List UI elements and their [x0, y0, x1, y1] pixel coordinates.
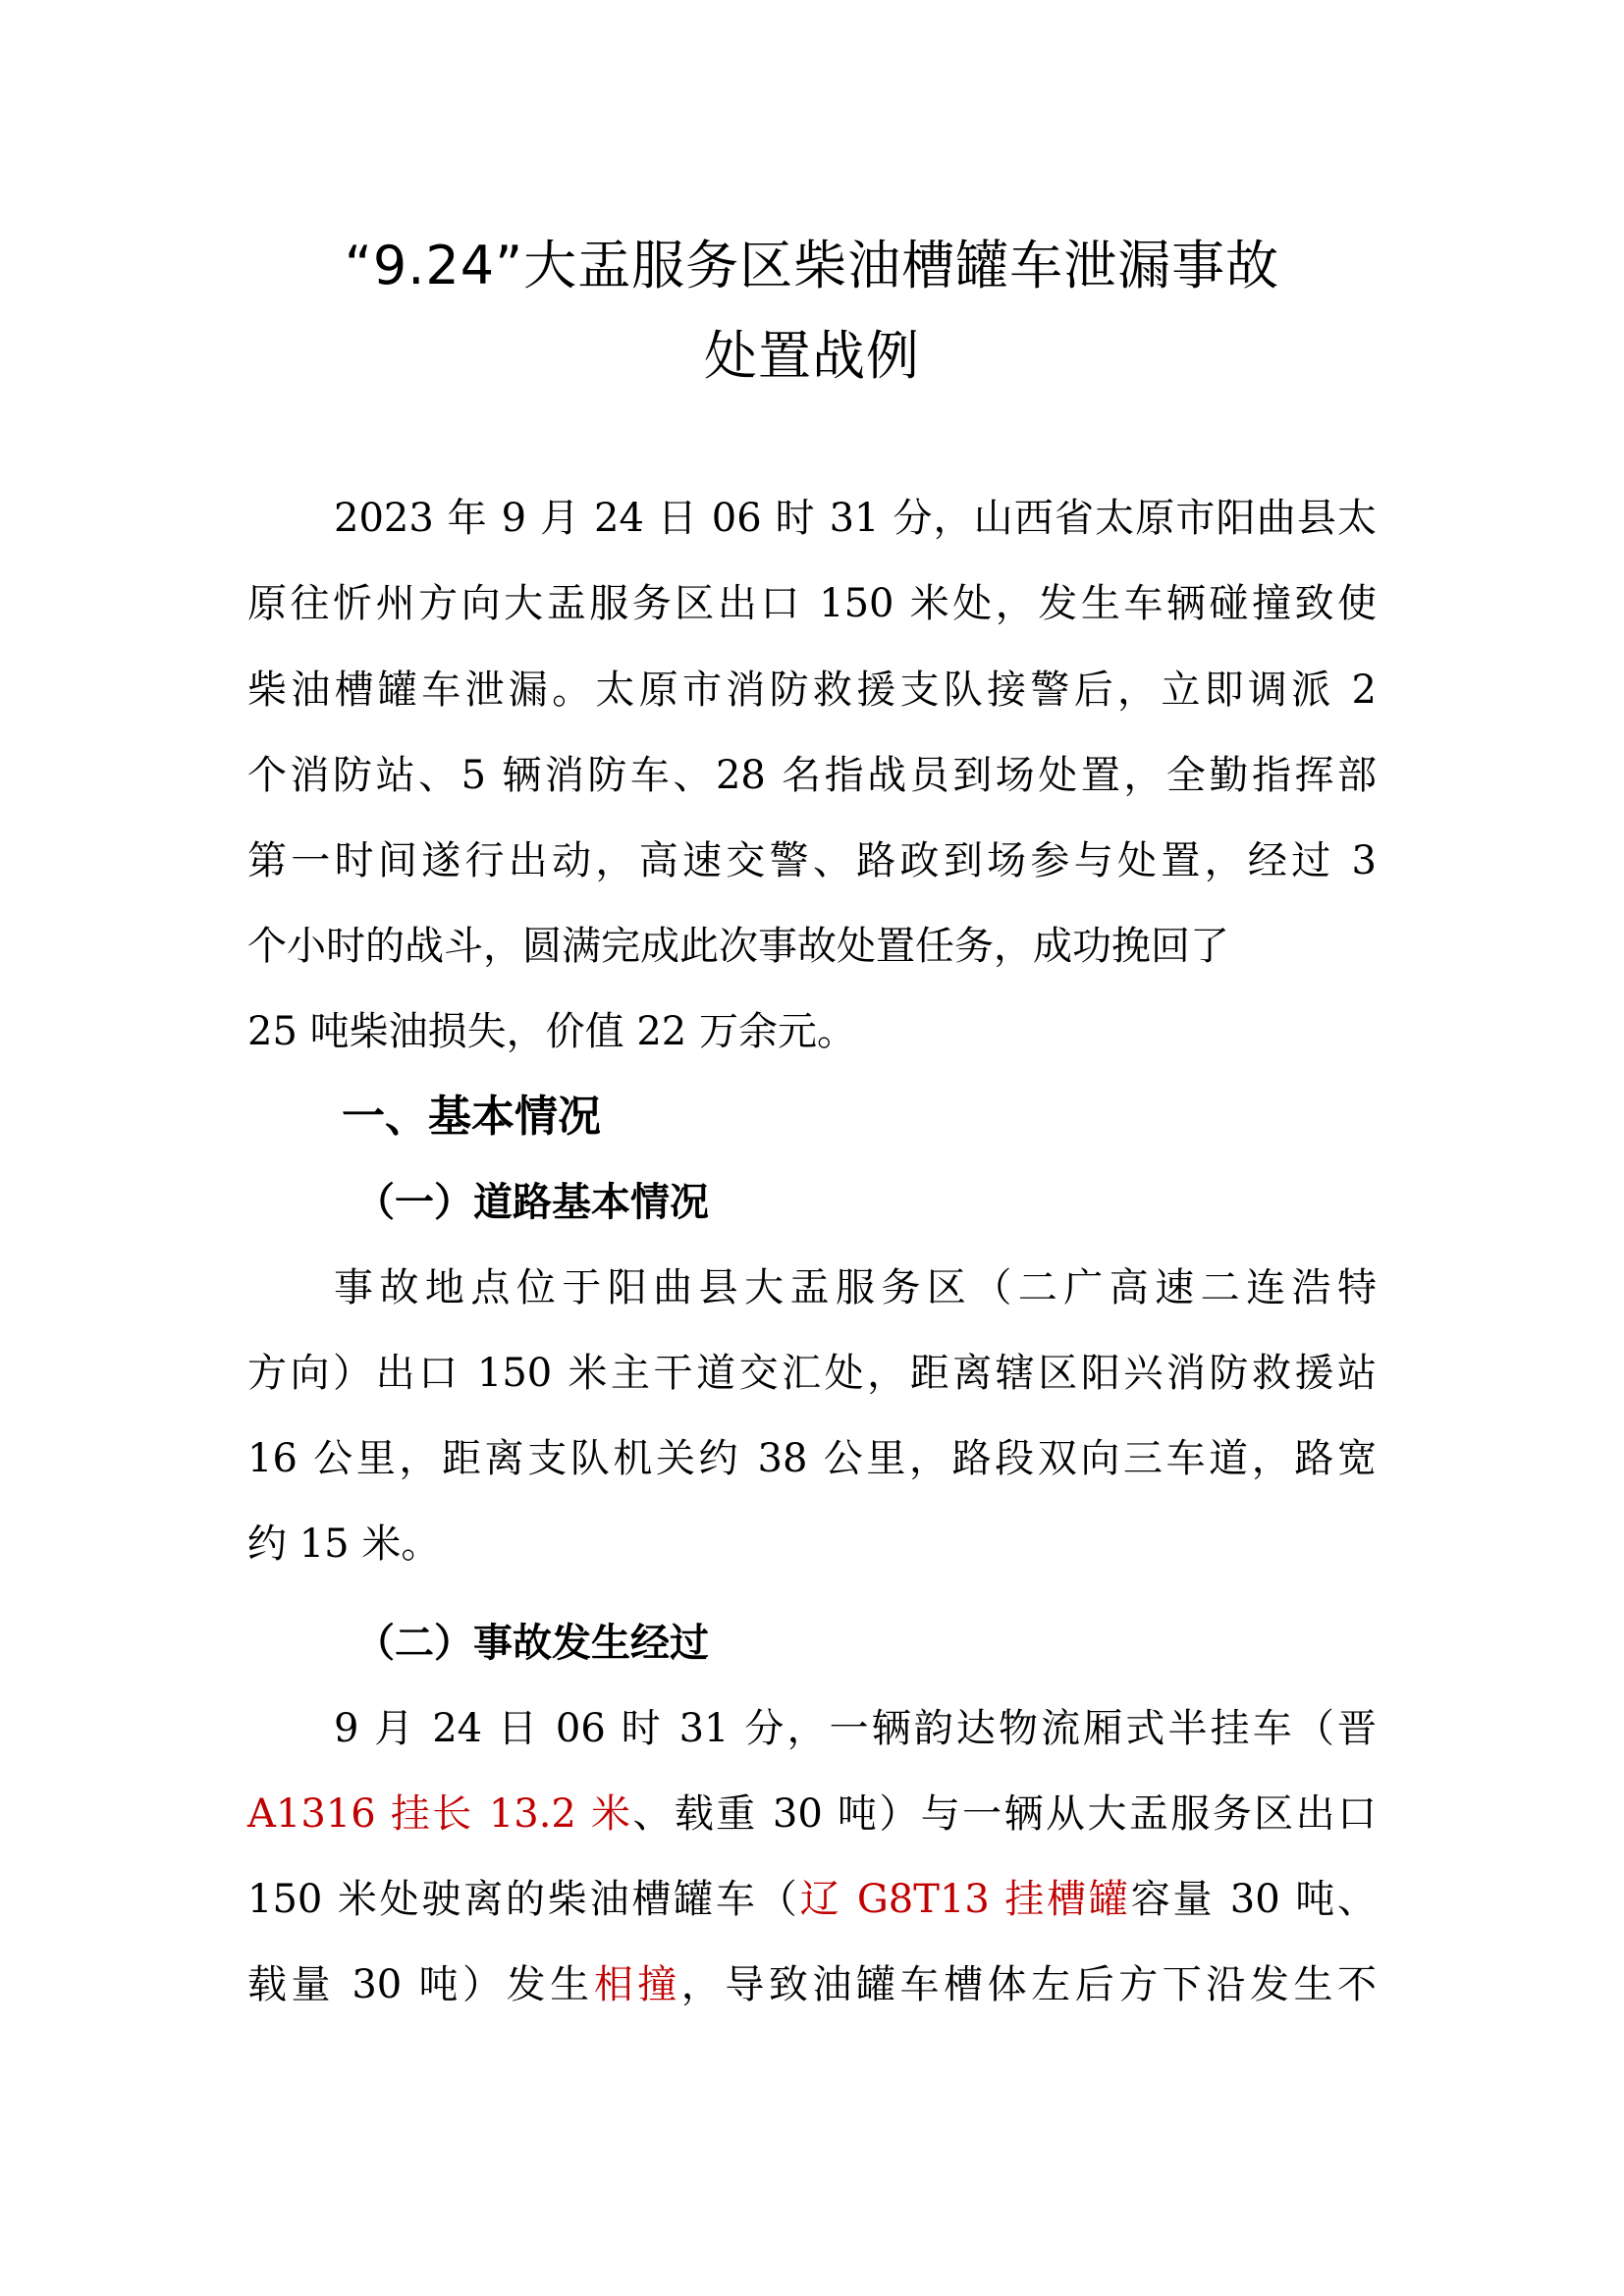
accident-line-4	[247, 1955, 1377, 2014]
road-line-3: 16 公里，距离支队机关约 38 公里，路段双向三车道，路宽	[247, 1436, 1377, 1481]
intro-line-2: 原往忻州方向大盂服务区出口 150 米处，发生车辆碰撞致使	[247, 581, 1377, 626]
intro-line-6: 个小时的战斗，圆满完成此次事故处置任务，成功挽回了	[247, 924, 1229, 969]
accident-line-1: 9 月 24 日 06 时 31 分，一辆韵达物流厢式半挂车（晋	[334, 1706, 1377, 1751]
accident-line-2	[247, 1785, 1377, 1843]
highlight-plate-g8t13: 辽 G8T13 挂槽罐	[799, 1877, 1131, 1922]
accident-line-3	[247, 1870, 1377, 1929]
accident-line-3-text-b: 容量 30 吨、	[1130, 1877, 1378, 1922]
intro-line-3: 柴油槽罐车泄漏。太原市消防救援支队接警后，立即调派 2	[247, 667, 1377, 713]
document-title-line-1: “9.24”大盂服务区柴油槽罐车泄漏事故	[344, 235, 1280, 296]
intro-line-1: 2023 年 9 月 24 日 06 时 31 分，山西省太原市阳曲县太	[334, 496, 1377, 541]
accident-line-2-text: 、载重 30 吨）与一辆从大盂服务区出口	[632, 1791, 1378, 1837]
highlight-collision: 相撞	[593, 1962, 681, 2007]
subsection-heading-accident: （二）事故发生经过	[355, 1621, 709, 1666]
intro-line-4: 个消防站、5 辆消防车、28 名指战员到场处置，全勤指挥部	[247, 753, 1377, 798]
document-title-line-2: 处置战例	[704, 325, 920, 387]
accident-line-3-text-a: 150 米处驶离的柴油槽罐车（	[247, 1877, 800, 1922]
accident-line-4-text-b: ，导致油罐车槽体左后方下沿发生不	[680, 1962, 1377, 2007]
intro-line-7: 25 吨柴油损失，价值 22 万余元。	[247, 1009, 856, 1054]
highlight-plate-a1316: A1316 挂长 13.2 米	[247, 1791, 633, 1837]
section-heading-basic-info: 一、基本情况	[342, 1092, 601, 1142]
road-line-4: 约 15 米。	[247, 1522, 441, 1567]
accident-line-4-text-a: 载量 30 吨）发生	[247, 1962, 594, 2007]
subsection-heading-road: （一）道路基本情况	[355, 1180, 709, 1225]
intro-line-5: 第一时间遂行出动，高速交警、路政到场参与处置，经过 3	[247, 838, 1377, 883]
road-line-2: 方向）出口 150 米主干道交汇处，距离辖区阳兴消防救援站	[247, 1351, 1377, 1396]
road-line-1: 事故地点位于阳曲县大盂服务区（二广高速二连浩特	[334, 1265, 1377, 1310]
